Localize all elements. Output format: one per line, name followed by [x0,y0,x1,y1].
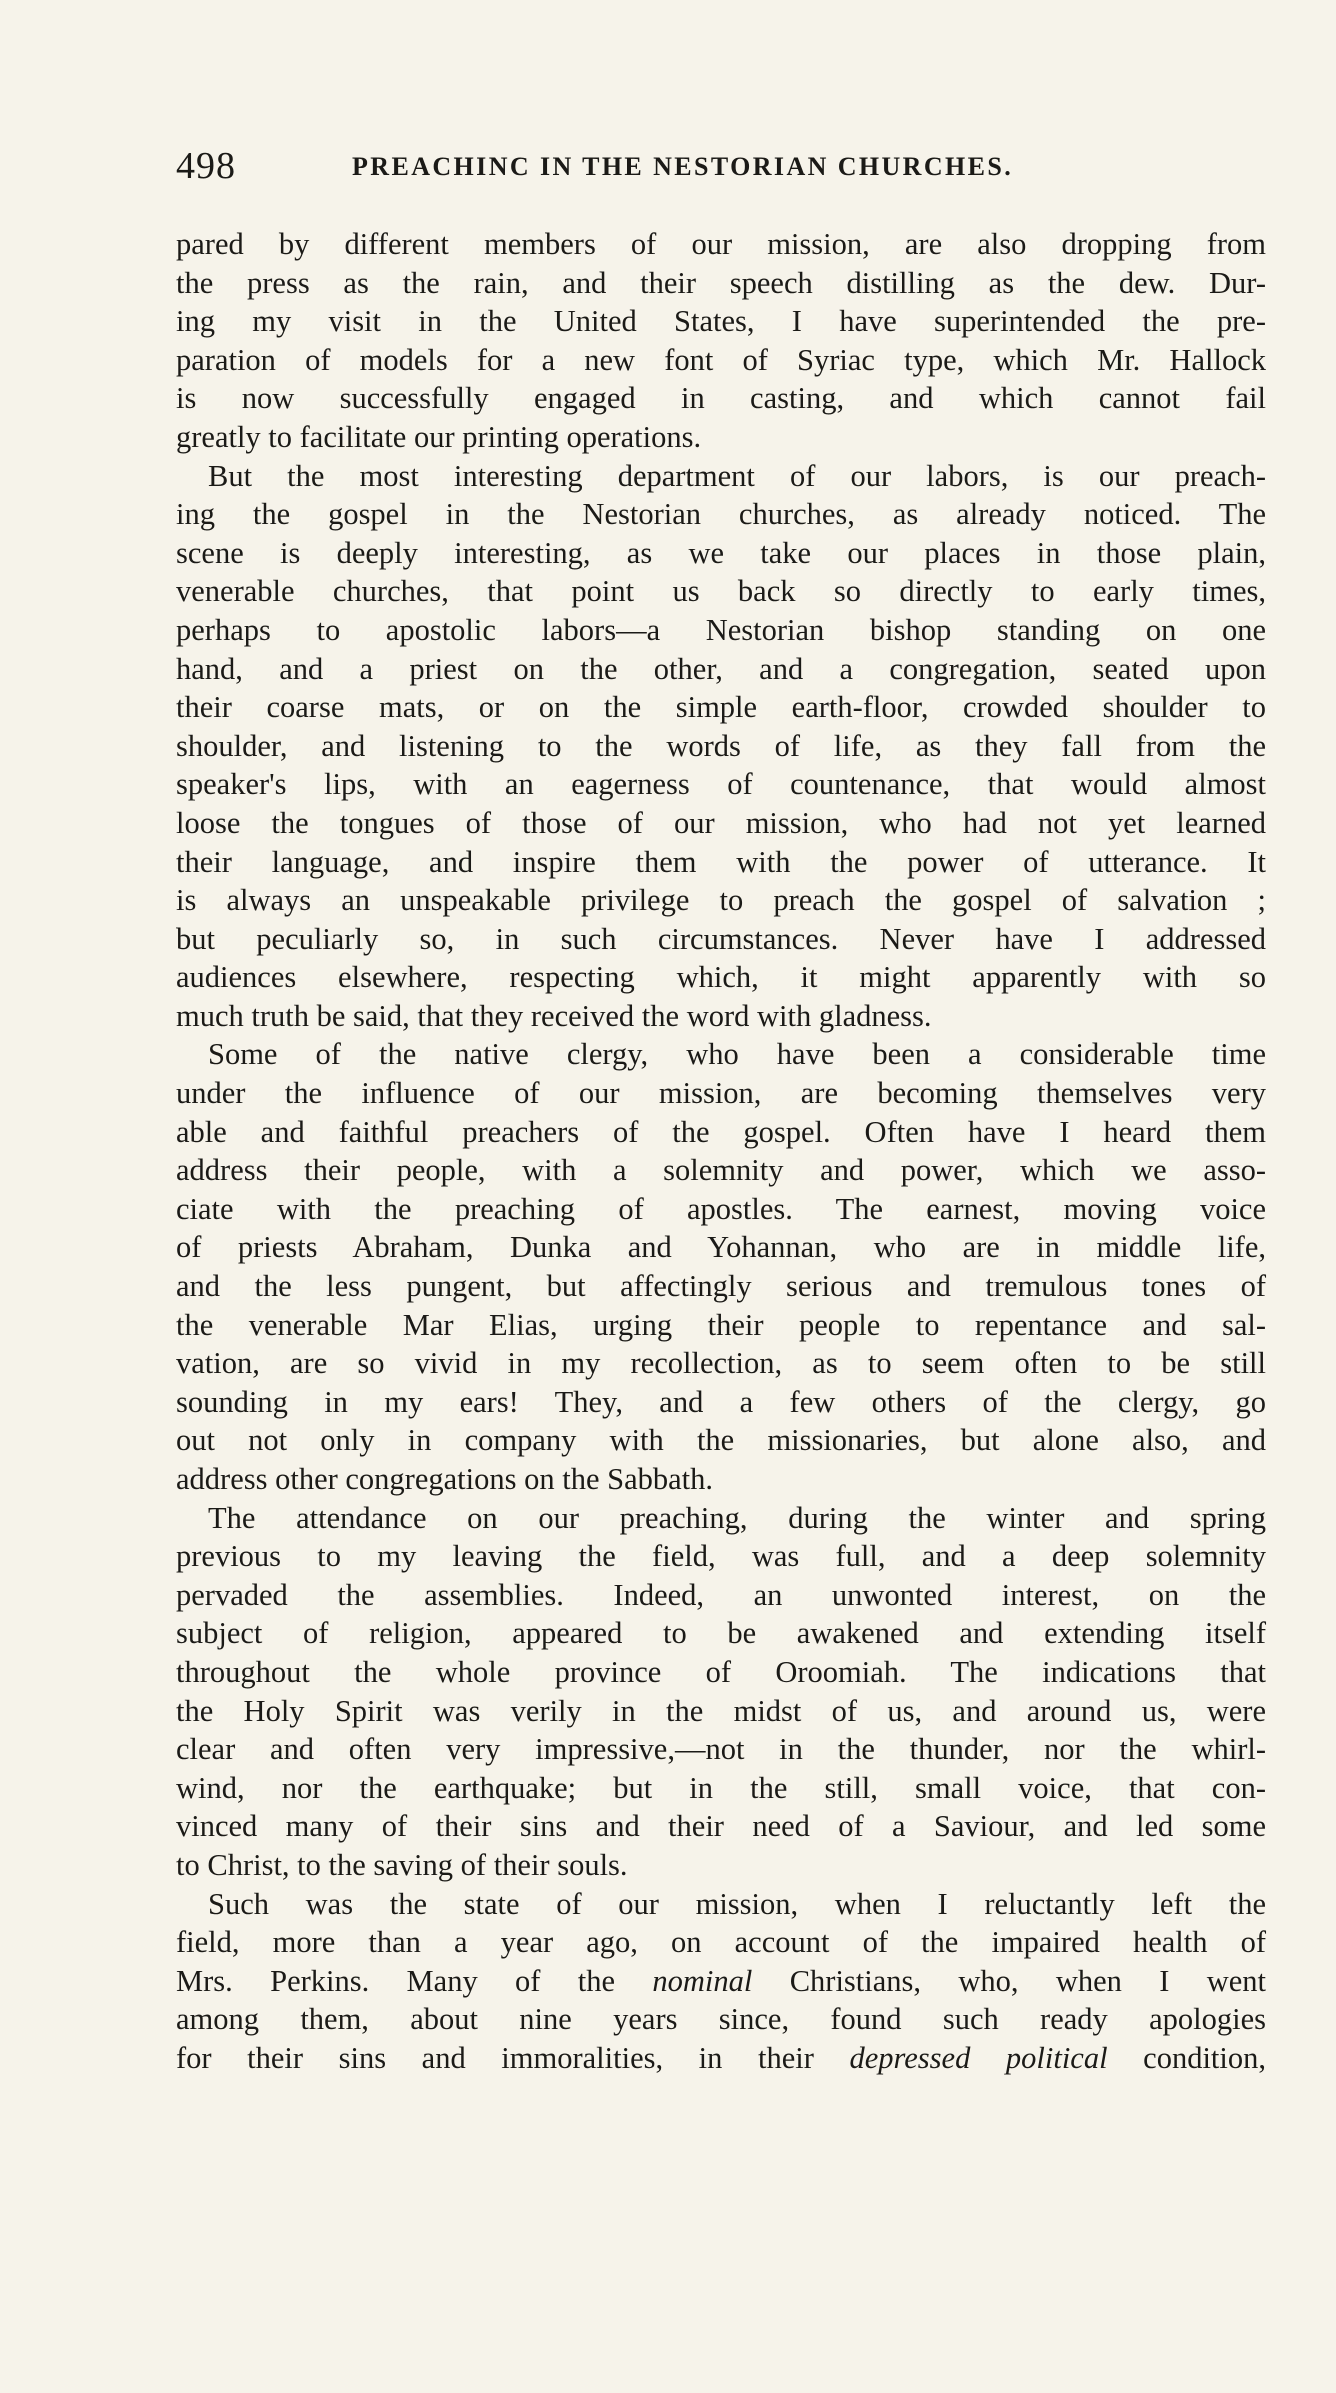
text-line: Such was the state of our mission, when I reluctantly left the [208,1886,1266,1921]
text-line: perhaps to apostolic labors—a Nestorian bishop standing on one [176,612,1266,647]
running-head: PREACHINC IN THE NESTORIAN CHURCHES. [352,152,1014,181]
text-line: speaker's lips, with an eagerness of countenance, that would almost [176,767,1266,802]
text-line: pervaded the assemblies. Indeed, an unwonted interest, on the [176,1577,1266,1612]
text-line: to Christ, to the saving of their souls. [176,1847,628,1882]
text-line: is now successfully engaged in casting, and which cannot fail [176,381,1266,416]
text-line: previous to my leaving the field, was full, and a deep solemnity [176,1539,1266,1574]
text-line: Some of the native clergy, who have been a considerable time [208,1037,1266,1072]
italic-phrase: depressed political [849,2040,1108,2075]
text-line: clear and often very impressive,—not in the thunder, nor the whirl- [176,1732,1266,1767]
text-line: address other congregations on the Sabbath. [176,1462,713,1496]
text-line: ing the gospel in the Nestorian churches, as already noticed. The [176,497,1266,532]
text-line: much truth be said, that they received the word with gladness. [176,998,932,1033]
text-line: able and faithful preachers of the gospel. Often have I heard them [176,1114,1266,1149]
text-line: among them, about nine years since, found such ready apologies [176,2002,1266,2037]
page-number: 498 [176,145,236,187]
text-line: wind, nor the earthquake; but in the still, small voice, that con- [176,1770,1266,1805]
text-line: venerable churches, that point us back so directly to early times, [176,574,1266,609]
text-line: under the influence of our mission, are becoming themselves very [176,1076,1266,1111]
text-line: out not only in company with the missionaries, but alone also, and [176,1423,1266,1458]
text-line: throughout the whole province of Oroomiah. The indications that [176,1654,1266,1689]
page-header [176,138,1266,194]
text-line: of priests Abraham, Dunka and Yohannan, who are in middle life, [176,1230,1266,1265]
text-line: their coarse mats, or on the simple earth-floor, crowded shoulder to [176,690,1266,725]
text-line: scene is deeply interesting, as we take our places in those plain, [176,535,1266,570]
text-line: subject of religion, appeared to be awakened and extending itself [176,1616,1266,1651]
text-line: hand, and a priest on the other, and a congregation, seated upon [176,651,1266,686]
text-line: and the less pungent, but affectingly serious and tremulous tones of [176,1269,1266,1304]
text-line: the venerable Mar Elias, urging their people to repentance and sal- [176,1307,1266,1342]
text-line: paration of models for a new font of Syriac type, which Mr. Hallock [176,342,1266,377]
text-line: sounding in my ears! They, and a few others of the clergy, go [176,1384,1266,1419]
text-line: pared by different members of our mission, are also dropping from [176,227,1266,261]
text-line: shoulder, and listening to the words of life, as they fall from the [176,728,1266,763]
text-line: loose the tongues of those of our mission, who had not yet learned [176,805,1266,840]
text-line: field, more than a year ago, on account of the impaired health of [176,1925,1266,1960]
text-line: The attendance on our preaching, during the winter and spring [208,1500,1266,1535]
text-line: audiences elsewhere, respecting which, it might apparently with so [176,960,1266,995]
text-line: ciate with the preaching of apostles. The earnest, moving voice [176,1191,1266,1226]
text-line: is always an unspeakable privilege to preach the gospel of salvation ; [176,883,1266,918]
text-line: their language, and inspire them with the power of utterance. It [176,844,1266,879]
body-text [176,225,1266,2078]
text-line: for their sins and immoralities, in their depressed political condition, [176,2040,1266,2075]
text-line: but peculiarly so, in such circumstances. Never have I addressed [176,921,1266,956]
text-line: Mrs. Perkins. Many of the nominal Christians, who, when I went [176,1963,1266,1998]
text-line: the press as the rain, and their speech distilling as the dew. Dur- [176,265,1266,300]
text-line: greatly to facilitate our printing operations. [176,419,702,454]
text-line: But the most interesting department of our labors, is our preach- [208,458,1266,493]
text-line: ing my visit in the United States, I have superintended the pre- [176,304,1266,339]
text-line: vation, are so vivid in my recollection, as to seem often to be still [176,1346,1266,1381]
text-line: address their people, with a solemnity and power, which we asso- [176,1153,1266,1188]
italic-phrase: nominal [652,1963,753,1998]
text-line: the Holy Spirit was verily in the midst of us, and around us, were [176,1693,1266,1728]
text-line: vinced many of their sins and their need of a Saviour, and led some [176,1809,1266,1844]
